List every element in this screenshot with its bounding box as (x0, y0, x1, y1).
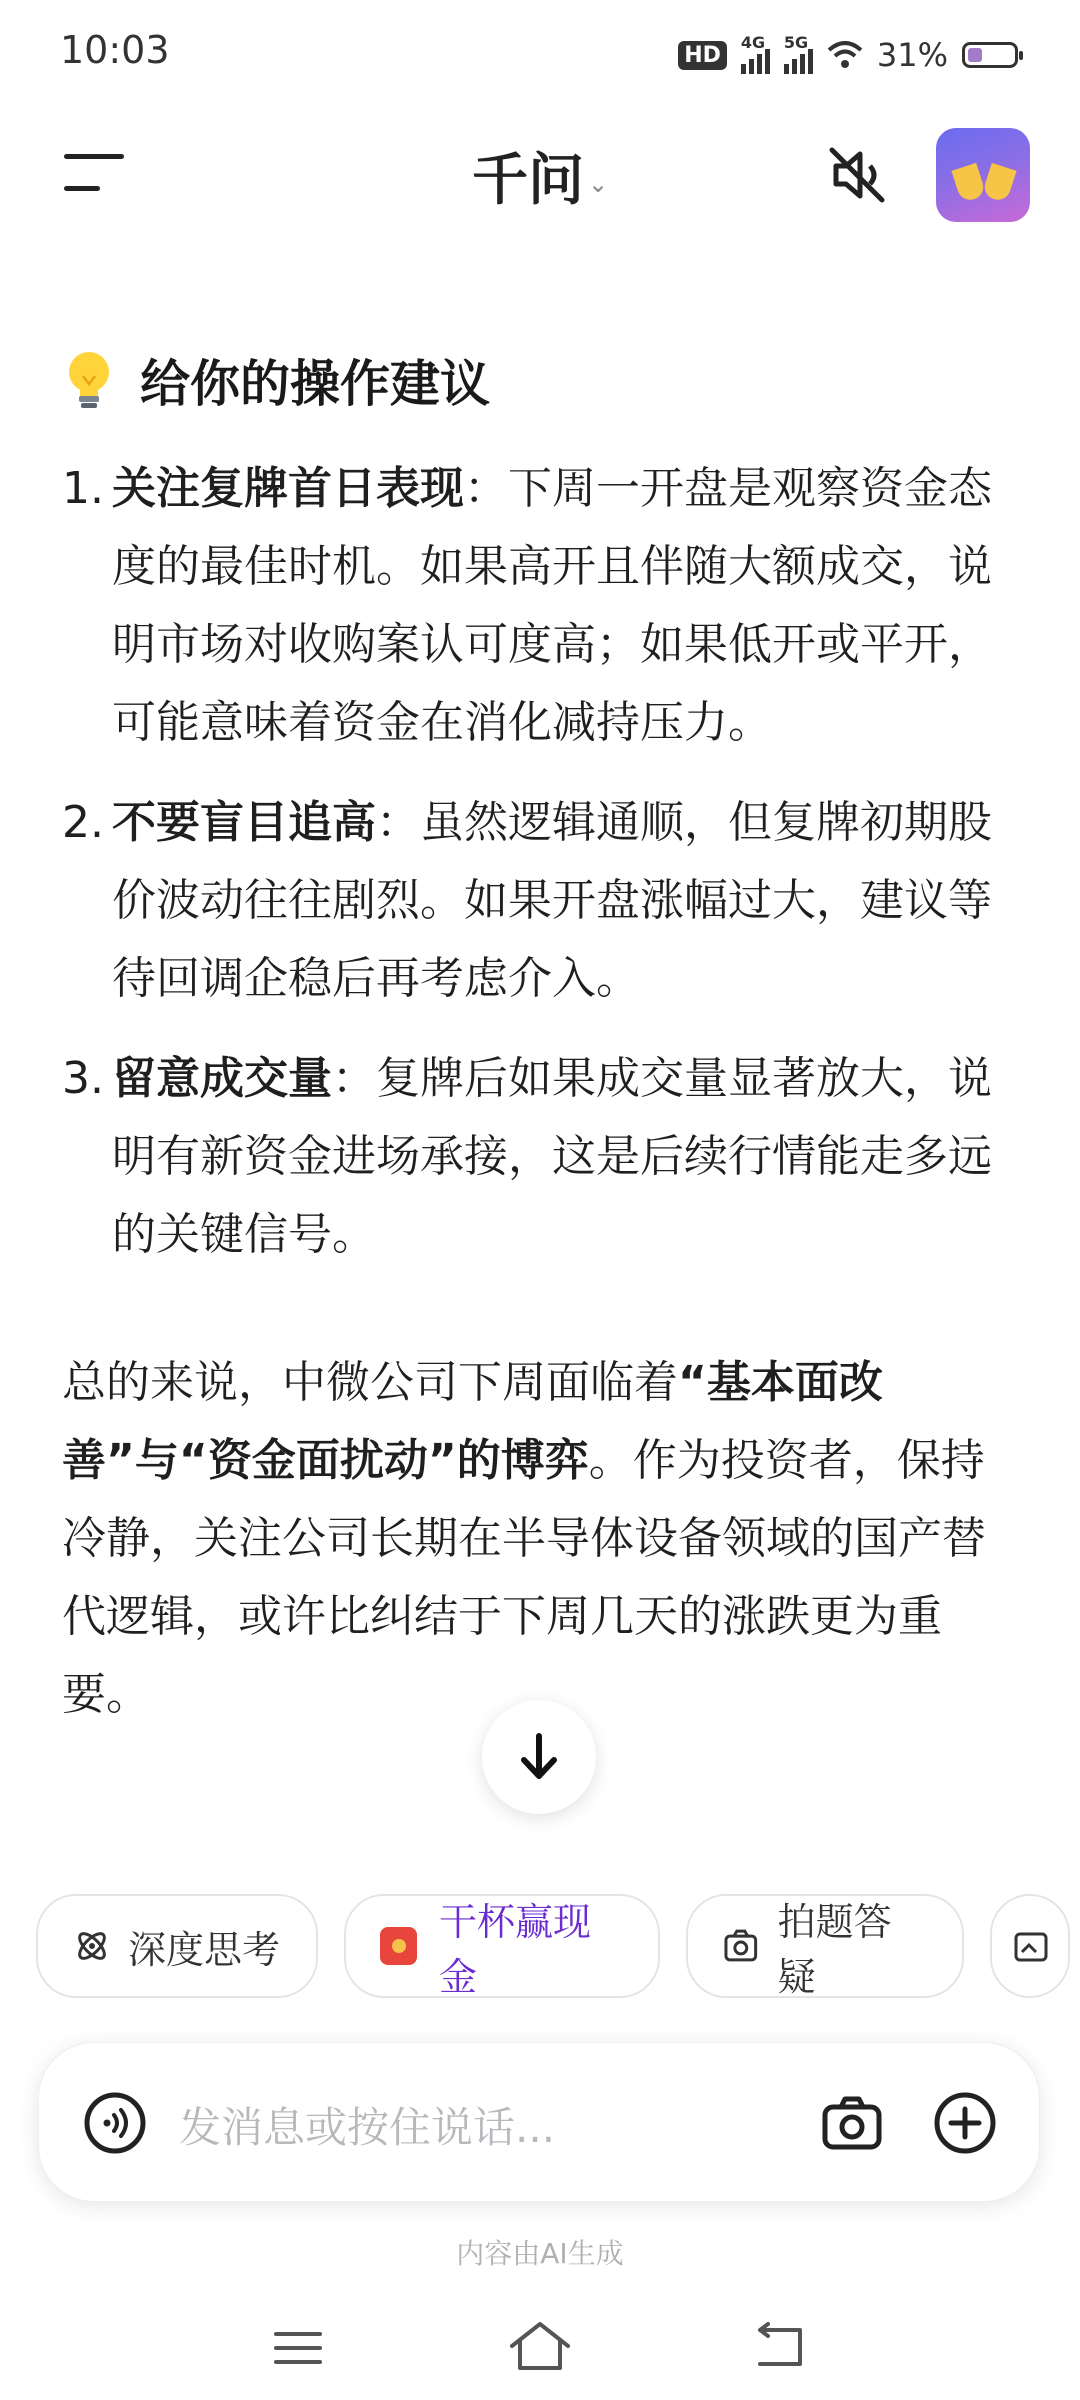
home-icon[interactable] (508, 2320, 572, 2372)
message-input-bar (38, 2042, 1040, 2202)
summary-bold: “基本面改善”与“资金面扰动”的博弈 (62, 1357, 883, 1486)
back-icon[interactable] (752, 2322, 806, 2370)
scroll-to-bottom-button[interactable] (482, 1700, 596, 1814)
status-icons (678, 30, 1018, 80)
chip-label: 深度思考 (128, 1927, 281, 1972)
net-label-5g: 5G (783, 32, 809, 52)
chevron-down-icon: ⌄ (587, 169, 609, 198)
plus-icon[interactable] (933, 2091, 997, 2155)
hd-icon: HD (678, 41, 727, 70)
list-item (62, 1040, 1022, 1274)
battery-level (968, 48, 982, 62)
camera-question-icon (722, 1926, 762, 1966)
list-number: 2. (62, 797, 104, 848)
signal-4g-icon (740, 32, 770, 74)
recent-apps-icon[interactable] (274, 2328, 322, 2368)
summary-paragraph (62, 1344, 1022, 1734)
chip-photo-question[interactable] (686, 1894, 964, 1998)
chip-more[interactable] (990, 1894, 1070, 1998)
lightbulb-icon (62, 348, 116, 412)
list-number: 1. (62, 463, 104, 514)
list-number: 3. (62, 1053, 104, 1104)
section-title: 给你的操作建议 (140, 355, 490, 413)
item-text: ：复牌后如果成交量显著放大，说明有新资金进场承接，这是后续行情能走多远的关键信号。 (112, 1053, 992, 1260)
item-bold: 不要盲目追高 (112, 797, 376, 848)
top-app-bar (0, 120, 1080, 230)
list-item (62, 450, 1022, 762)
summary-prefix: 总的来说，中微公司下周面临着 (62, 1357, 678, 1408)
battery-percent: 31% (876, 36, 948, 74)
item-text: ：下周一开盘是观察资金态度的最佳时机。如果高开且伴随大额成交，说明市场对收购案认可度高；如果低开或平开，可能意味着资金在消化减持压力。 (112, 463, 992, 748)
chip-label: 拍题答疑 (777, 1900, 892, 1999)
battery-icon (962, 42, 1018, 68)
signal-5g-icon (783, 32, 813, 74)
status-time: 10:03 (60, 28, 170, 72)
image-add-icon (1012, 1926, 1052, 1966)
item-bold: 关注复牌首日表现 (112, 463, 464, 514)
item-text: ：虽然逻辑通顺，但复牌初期股价波动往往剧烈。如果开盘涨幅过大，建议等待回调企稳后再考虑介入。 (112, 797, 992, 1004)
section-heading (62, 340, 1022, 420)
status-bar (0, 0, 1080, 110)
list-item (62, 784, 1022, 1018)
app-title-text: 千问 (471, 148, 584, 213)
quick-action-chips (36, 1894, 1070, 2002)
net-label-4g: 4G (740, 32, 766, 52)
camera-icon[interactable] (821, 2093, 883, 2153)
app-title[interactable] (0, 136, 1080, 216)
arrow-down-icon (482, 1700, 596, 1814)
wifi-icon (827, 40, 863, 70)
speaker-mute-icon[interactable] (826, 144, 888, 206)
summary-suffix: 。作为投资者，保持冷静，关注公司长期在半导体设备领域的国产替代逻辑，或许比纠结于下周几天的涨跌更为重要。 (62, 1435, 986, 1720)
chip-toast-cash[interactable] (344, 1894, 660, 1998)
red-packet-icon (380, 1927, 417, 1965)
system-nav-bar (0, 2290, 1080, 2400)
item-bold: 留意成交量 (112, 1053, 332, 1104)
message-input[interactable]: 发消息或按住说话... (179, 2103, 556, 2152)
chat-message (62, 340, 1022, 1734)
advice-list (62, 450, 1022, 1274)
avatar[interactable] (936, 128, 1030, 222)
chip-deep-think[interactable] (36, 1894, 318, 1998)
ai-generated-note: 内容由AI生成 (456, 2237, 624, 2270)
deep-think-icon (72, 1926, 112, 1966)
voice-input-icon[interactable] (83, 2091, 147, 2155)
chip-label: 干杯赢现金 (439, 1900, 592, 1999)
